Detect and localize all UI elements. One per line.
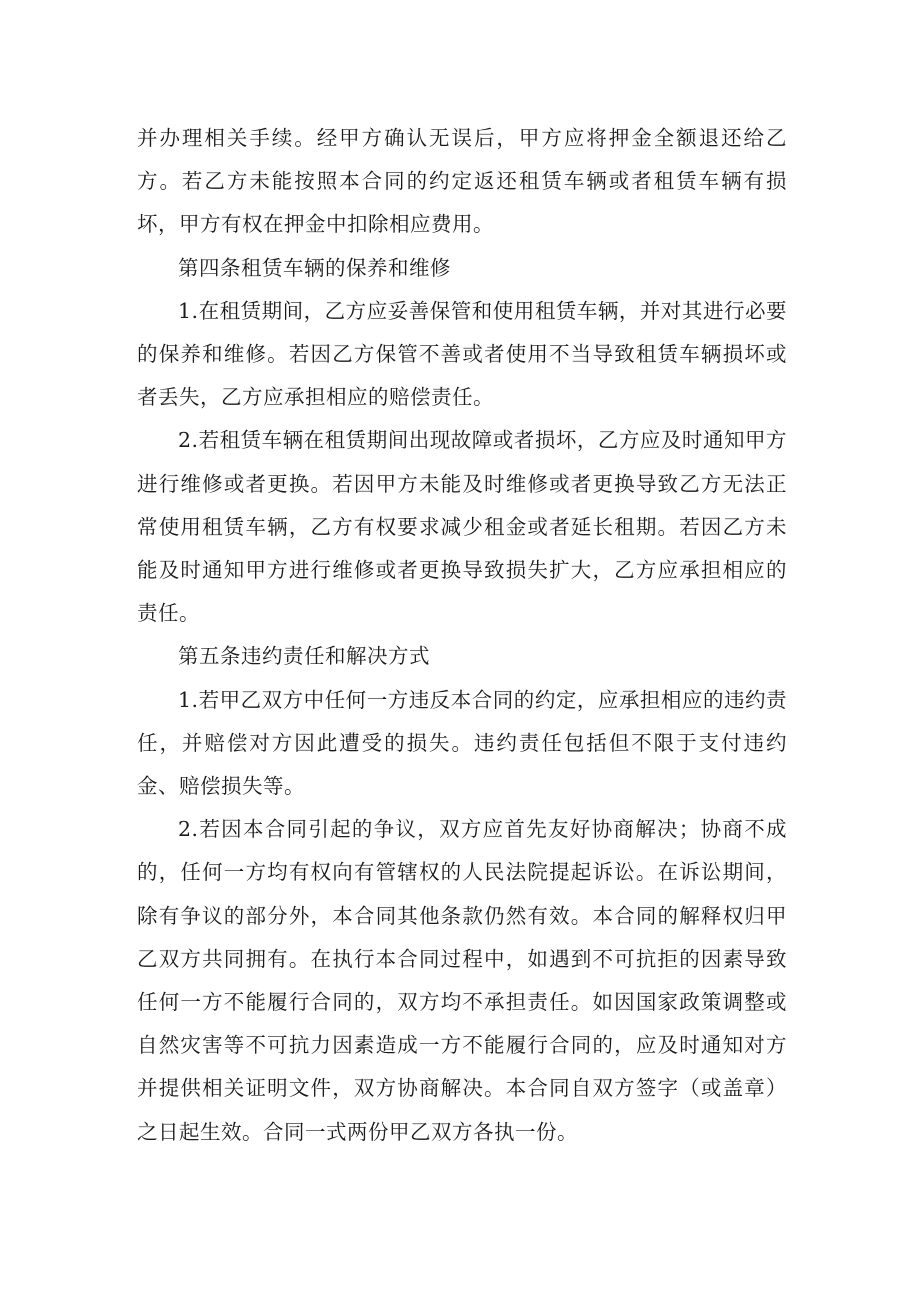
paragraph-article-5-item-1: 1.若甲乙双方中任何一方违反本合同的约定，应承担相应的违约责任，并赔偿对方因此遭受的损失。违约责任包括但不限于支付违约金、赔偿损失等。 [137,687,787,799]
paragraph-article-5-item-2: 2.若因本合同引起的争议，双方应首先友好协商解决；协商不成的，任何一方均有权向有管辖权的人民法院提起诉讼。在诉讼期间，除有争议的部分外，本合同其他条款仍然有效。本合同的解释权归甲乙双方共同拥有。在执行本合同过程中，如遇到不可抗拒的因素导致任何一方不能履行合同的，双方均不承担责任。如因国家政策调整或自然灾害等不可抗力因素造成一方不能履行合同的，应及时通知对方并提供相关证明文件，双方协商解决。本合同自双方签字（或盖章）之日起生效。合同一式两份甲乙双方各执一份。 [137,817,787,1144]
paragraph-article-4-item-1: 1.在租赁期间，乙方应妥善保管和使用租赁车辆，并对其进行必要的保养和维修。若因乙方保管不善或者使用不当导致租赁车辆损坏或者丢失，乙方应承担相应的赔偿责任。 [137,298,787,410]
section-heading-article-4: 第四条租赁车辆的保养和维修 [178,255,451,280]
paragraph-deposit-refund: 并办理相关手续。经甲方确认无误后，甲方应将押金全额退还给乙方。若乙方未能按照本合同的约定返还租赁车辆或者租赁车辆有损坏，甲方有权在押金中扣除相应费用。 [137,126,787,237]
section-heading-article-5: 第五条违约责任和解决方式 [178,644,430,669]
document-body [137,117,787,1154]
paragraph-article-4-item-2: 2.若租赁车辆在租赁期间出现故障或者损坏，乙方应及时通知甲方进行维修或者更换。若因甲方未能及时维修或者更换导致乙方无法正常使用租赁车辆，乙方有权要求减少租金或者延长租期。若因乙方未能及时通知甲方进行维修或者更换导致损失扩大，乙方应承担相应的责任。 [137,428,787,626]
